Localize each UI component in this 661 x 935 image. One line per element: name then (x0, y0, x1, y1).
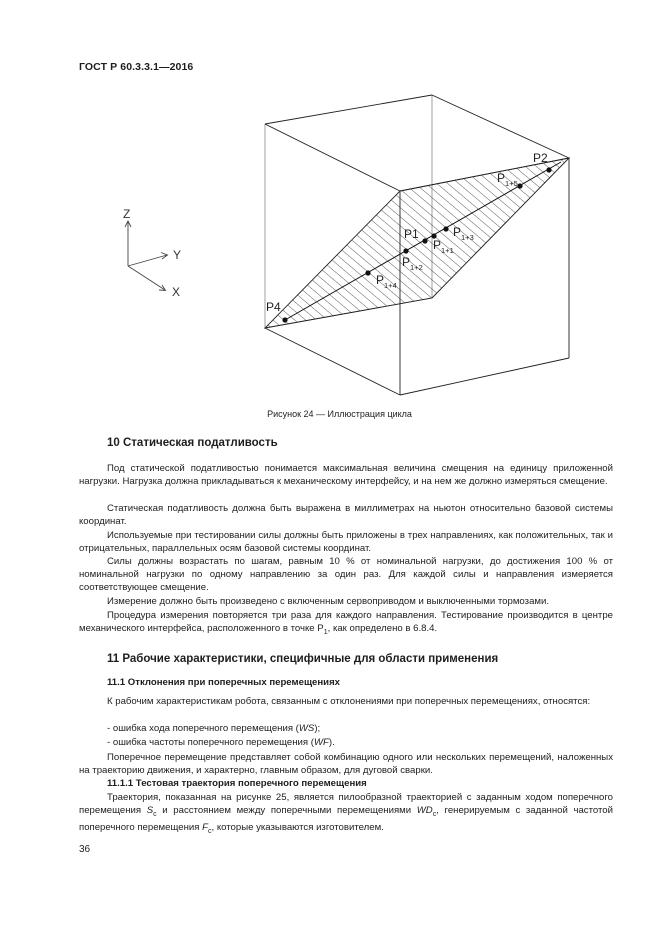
figure-caption-text: Рисунок 24 — Иллюстрация цикла (267, 409, 412, 419)
label-p1-1-sub: 1+1 (441, 246, 454, 255)
section-11-1-1-heading: 11.1.1 Тестовая траектория поперечного перемещения (107, 778, 367, 789)
figure-caption (0, 409, 661, 419)
list-item-wf-abbr: WF (313, 737, 329, 748)
label-p1-1-base: P (433, 238, 442, 252)
label-p4: P4 (266, 300, 281, 314)
p3-symbol-s-sub: c (153, 810, 157, 818)
section-11-paragraph-3 (79, 792, 613, 838)
section-10-p6-text-a: Процедура измерения повторяется три раза для каждого направления. Тестирование производится в центре механического интерфейса, расположенного в точке P (79, 610, 613, 635)
p3-symbol-wd: WD (416, 804, 433, 816)
axes-indicator (125, 221, 168, 291)
section-10-paragraph-6 (79, 609, 613, 639)
section-10-p6-sub: 1 (323, 629, 328, 636)
page-header-standard-id: ГОСТ Р 60.3.3.1—2016 (79, 61, 194, 73)
section-11-heading: 11 Рабочие характеристики, специфичные для области применения (107, 653, 499, 665)
label-p1-3-sub: 1+3 (461, 233, 474, 242)
p3-symbol-f-sub: c (207, 827, 212, 835)
p3-symbol-wd-sub: c (432, 810, 437, 818)
section-10-paragraph-3: Используемые при тестировании силы должны быть приложены в трех направлениях, как положительных, так и отрицательных, параллельных осям базовой системы координат. (79, 530, 613, 555)
section-10-paragraph-5: Измерение должно быть произведено с включенным сервоприводом и выключенными тормозами. (107, 596, 550, 607)
p3-text-c: , генерируемым с заданной частотой поперечного перемещения (79, 804, 614, 833)
p3-text-a: Траектория, показанная на рисунке 25, является пилообразной траекторией с заданным ходом поперечного перемещения (79, 792, 613, 816)
section-11-1-heading: 11.1 Отклонения при поперечных перемещениях (107, 677, 341, 688)
point-p1-marker (422, 238, 427, 243)
section-10-heading: 10 Статическая податливость (107, 437, 278, 449)
label-p1-5-base: P (497, 171, 506, 185)
section-10-paragraph-4: Силы должны возрастать по шагам, равным 10 % от номинальной нагрузки, до достижения 100 % от номинальной нагрузки по одному направлению за один раз. Для каждой силы и направления измеряется соответствующее смещение. (79, 556, 613, 594)
label-p1-5-sub: 1+5 (505, 179, 518, 188)
point-p1-4-marker (365, 270, 370, 275)
list-item-wf-text-b: ). (328, 737, 335, 748)
list-item-wf-text-a: - ошибка частоты поперечного перемещения ( (107, 737, 314, 748)
figure-cube-diagram (0, 0, 661, 420)
p3-symbol-f: F (202, 821, 208, 833)
p3-text-b: и расстоянием между поперечными перемещениями (156, 804, 417, 816)
point-p2-marker (546, 167, 551, 172)
axis-label-y: Y (173, 248, 182, 262)
section-10-paragraph-2: Статическая податливость должна быть выражена в миллиметрах на ньютон относительно базовой системы координат. (79, 503, 613, 528)
section-11-list-item-ws (107, 723, 613, 736)
label-p1-3-base: P (453, 225, 462, 239)
section-11-paragraph-2: Поперечное перемещение представляет собой комбинацию одного или нескольких перемещений, наложенных на траекторию движения, и характерно, главным образом, для дуговой сварки. (79, 752, 613, 776)
section-11-list-item-wf (107, 737, 613, 750)
p3-symbol-s: S (146, 804, 154, 816)
section-10-p6-text-b: , как определено в 6.8.4. (327, 623, 438, 635)
list-item-ws-abbr: WS (298, 723, 315, 734)
point-p1-5-marker (517, 183, 522, 188)
point-p1-3-marker (443, 226, 448, 231)
p3-text-d: , которые указываются изготовителем. (211, 821, 384, 833)
label-p1-4-sub: 1+4 (384, 281, 397, 290)
section-11-paragraph-1: К рабочим характеристикам робота, связанным с отклонениями при поперечных перемещениях, относятся: (107, 696, 591, 707)
label-p2: P2 (533, 151, 548, 165)
axis-label-x: X (172, 285, 181, 299)
point-p1-2-marker (403, 248, 408, 253)
section-10-paragraph-1: Под статической податливостью понимается максимальная величина смещения на единицу приложенной нагрузки. Нагрузка должна прикладываться к механическому интерфейсу, и на нем же должно измеряться смещение. (79, 463, 613, 488)
page-number: 36 (79, 844, 91, 855)
point-p4-marker (282, 317, 287, 322)
label-p1-4-base: P (376, 273, 385, 287)
list-item-ws-text-b: ); (314, 723, 321, 734)
label-p1-2-sub: 1+2 (410, 263, 423, 272)
list-item-ws-text-a: - ошибка хода поперечного перемещения ( (107, 723, 299, 734)
axis-label-z: Z (123, 207, 131, 221)
label-p1: P1 (404, 227, 419, 241)
label-p1-2-base: P (402, 255, 411, 269)
